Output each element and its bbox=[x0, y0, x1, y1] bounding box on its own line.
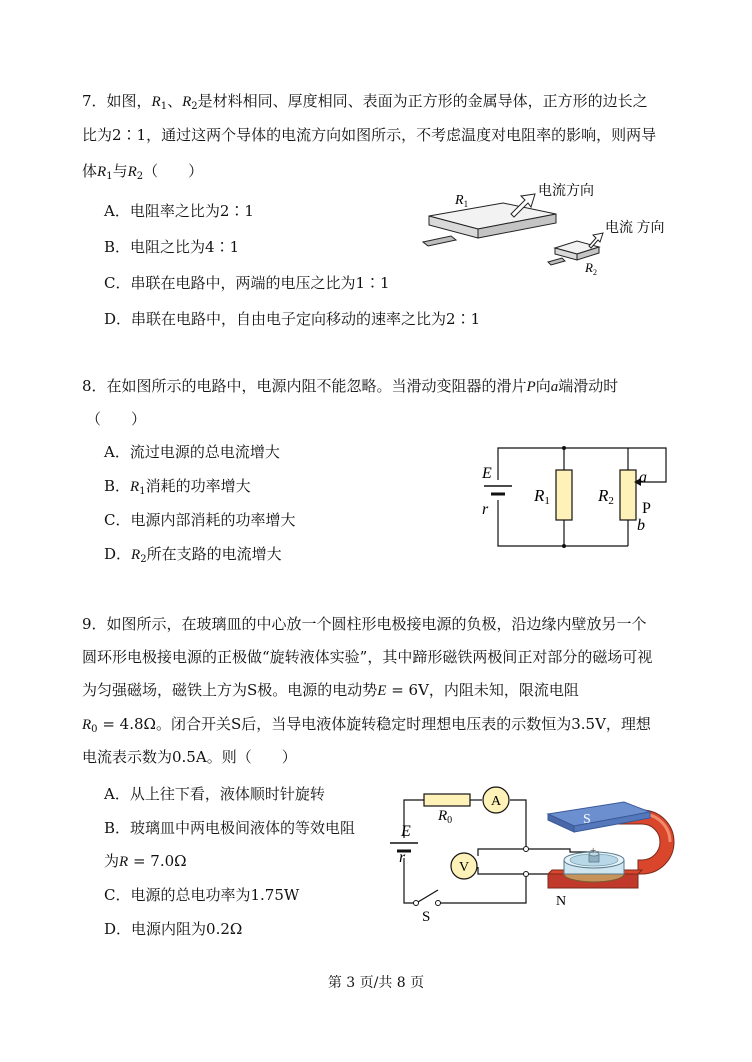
q9-option-c: C．电源的总电功率为1.75W bbox=[104, 886, 300, 904]
q9-apparatus-figure bbox=[380, 780, 690, 925]
q8-line-1: 8．在如图所示的电路中，电源内阻不能忽略。当滑动变阻器的滑片P向a端滑动时 bbox=[82, 377, 619, 395]
resistor-r0 bbox=[424, 794, 470, 806]
internal-resistance-label: r bbox=[482, 501, 489, 518]
q7-line-1: 7．如图，$R_1$、$R_2$是材料相同、厚度相同、表面为正方形的金属导体，正方形的边长之 bbox=[82, 92, 648, 112]
q8-option-a: A．流过电源的总电流增大 bbox=[104, 443, 280, 461]
q8-option-d: D．$R_2$所在支路的电流增大 bbox=[104, 545, 282, 565]
q9-line-3: 为匀强磁场，磁铁上方为S极。电源的电动势E = 6V，内阻未知，限流电阻 bbox=[82, 681, 579, 699]
r1-lead bbox=[423, 236, 456, 246]
plus-sign: + bbox=[590, 845, 597, 857]
svg-text:A: A bbox=[491, 794, 502, 809]
q9-option-d: D．电源内阻为0.2Ω bbox=[104, 920, 243, 938]
q8-option-b: B．$R_1$消耗的功率增大 bbox=[104, 477, 251, 497]
battery-symbol bbox=[484, 486, 512, 494]
q8-option-c: C．电源内部消耗的功率增大 bbox=[104, 511, 296, 529]
q9-option-b-line-2: 为R = 7.0Ω bbox=[104, 852, 187, 870]
r2-label: $R_2$ bbox=[585, 260, 597, 277]
r2-label: R2 bbox=[598, 486, 614, 507]
terminal-b-label: b bbox=[637, 517, 645, 534]
q8-circuit-figure bbox=[474, 440, 684, 556]
r1-plate bbox=[429, 203, 556, 238]
q9-line-1: 9．如图所示，在玻璃皿的中心放一个圆柱形电极接电源的负极，沿边缘内壁放另一个 bbox=[82, 615, 647, 633]
s-pole-label: S bbox=[583, 812, 591, 827]
current-direction-label-1: 电流方向 bbox=[538, 184, 594, 199]
emf-label: E bbox=[482, 465, 492, 482]
q7-line-3: 体$R_1$与$R_2$（ ） bbox=[82, 162, 204, 182]
r0-label: $R_0$ bbox=[438, 808, 453, 826]
q7-option-c: C．串联在电路中，两端的电压之比为1∶1 bbox=[104, 274, 390, 292]
internal-resistance-label: r bbox=[399, 849, 406, 866]
n-pole-label: N bbox=[556, 894, 567, 909]
current-direction-label-2: 电流 方向 bbox=[605, 221, 665, 236]
switch bbox=[414, 890, 441, 906]
switch-label: S bbox=[422, 909, 431, 925]
voltmeter bbox=[451, 853, 477, 879]
q7-option-b: B．电阻之比为4∶1 bbox=[104, 238, 240, 256]
q8-line-2: （ ） bbox=[86, 410, 147, 428]
q9-line-5: 电流表示数为0.5A。则（ ） bbox=[82, 748, 297, 766]
ammeter bbox=[483, 787, 509, 813]
page-footer: 第 3 页/共 8 页 bbox=[327, 975, 425, 991]
q7-conductor-figure bbox=[415, 176, 675, 280]
r2-lead bbox=[548, 258, 565, 265]
resistor-r1 bbox=[556, 470, 572, 520]
q7-option-d: D．串联在电路中，自由电子定向移动的速率之比为2∶1 bbox=[104, 310, 481, 328]
emf-label: E bbox=[401, 823, 411, 840]
slider-p-label: P bbox=[642, 500, 651, 517]
terminal-a-label: a bbox=[639, 469, 647, 486]
q9-line-2: 圆环形电极接电源的正极做“旋转液体实验”，其中蹄形磁铁两极间正对部分的磁场可视 bbox=[82, 648, 653, 666]
r1-label: $R_1$ bbox=[455, 193, 469, 209]
rheostat-r2 bbox=[620, 470, 636, 520]
q9-option-a: A．从上往下看，液体顺时针旋转 bbox=[104, 785, 325, 803]
q9-option-b-line-1: B．玻璃皿中两电极间液体的等效电阻 bbox=[104, 819, 356, 837]
svg-text:V: V bbox=[459, 860, 470, 875]
q7-option-a: A．电阻率之比为2∶1 bbox=[104, 202, 254, 220]
r1-label: R1 bbox=[534, 486, 550, 507]
q7-line-2: 比为2∶1，通过这两个导体的电流方向如图所示，不考虑温度对电阻率的影响，则两导 bbox=[82, 126, 657, 144]
q9-line-4: $R_0 = 4.8\Omega$。闭合开关S后，当导电液体旋转稳定时理想电压表的示数恒为3.5V，理想 bbox=[82, 715, 651, 735]
